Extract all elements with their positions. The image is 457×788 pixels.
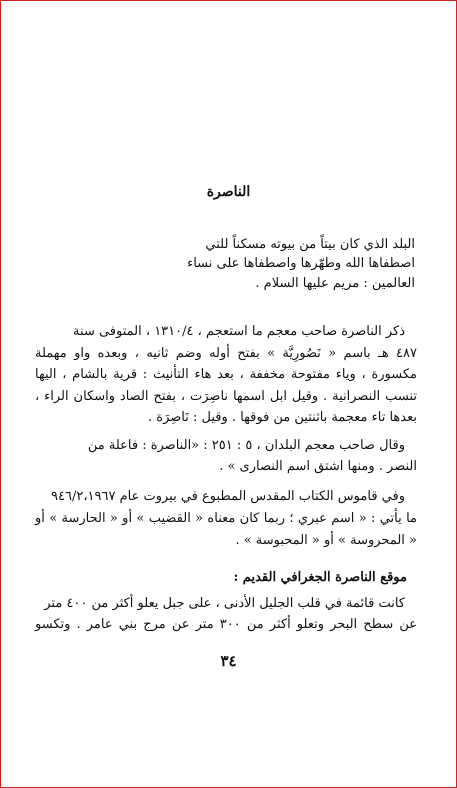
paragraph-line: « المحروسة » أو « المحبوسة » . <box>235 533 417 548</box>
page-title: الناصرة <box>206 184 251 200</box>
paragraph-line: وقال صاحب معجم البلدان ، ٥ : ٢٥١ : «الناصرة : فاعلة من <box>87 438 405 453</box>
page-number: ٣٤ <box>220 652 237 670</box>
paragraph-line: ٤٨٧ هـ باسم « نَصُورِيَّة » بفتح أوله وضم ثانيه ، وبعده واو مهملة <box>35 346 417 361</box>
epigraph-line: العالمين : مريم عليها السلام . <box>255 276 415 291</box>
paragraph-line: وفي قاموس الكتاب المقدس المطبوع في بيروت عام ٩٤٦/٢،١٩٦٧ <box>51 489 405 504</box>
paragraph-line: ذكر الناصرة صاحب معجم ما استعجم ، ١٣١٠/٤ ، المتوفى سنة <box>73 324 405 339</box>
epigraph-line: البلد الذي كان بيتاً من بيوته مسكناً للتي <box>205 237 415 252</box>
paragraph-line: تنسب النصرانية . وقيل ابل اسمها ناصِرَت ، بفتح الصاد واسكان الراء ، <box>35 389 417 404</box>
paragraph-line: مكسورة ، وياء مفتوحة مخففة ، بعد هاء التأنيث : قرية بالشام ، اليها <box>35 367 417 382</box>
paragraph-line: كانت قائمة في قلب الجليل الأدنى ، على جبل يعلو أكثر من ٤٠٠ متر <box>44 596 405 611</box>
section-heading: موقع الناصرة الجغرافي القديم : <box>233 570 407 585</box>
epigraph-line: اصطفاها الله وطهّرها واصطفاها على نساء <box>187 256 415 271</box>
paragraph-line: عن سطح البحر وتعلو أكثر من ٣٠٠ متر عن مرج بني عامر . وتكسو <box>35 617 417 632</box>
paragraph-line: النصر . ومنها اشتق اسم النصارى » . <box>219 459 417 474</box>
paragraph-line: ما يأتي : « اسم عبري ؛ ربما كان معناه « القضيب » أو « الحارسة » أو <box>35 511 417 526</box>
paragraph-line: بعدها تاء معجمة باثنتين من فوقها . وقيل : نَاصِرَة . <box>148 410 417 425</box>
